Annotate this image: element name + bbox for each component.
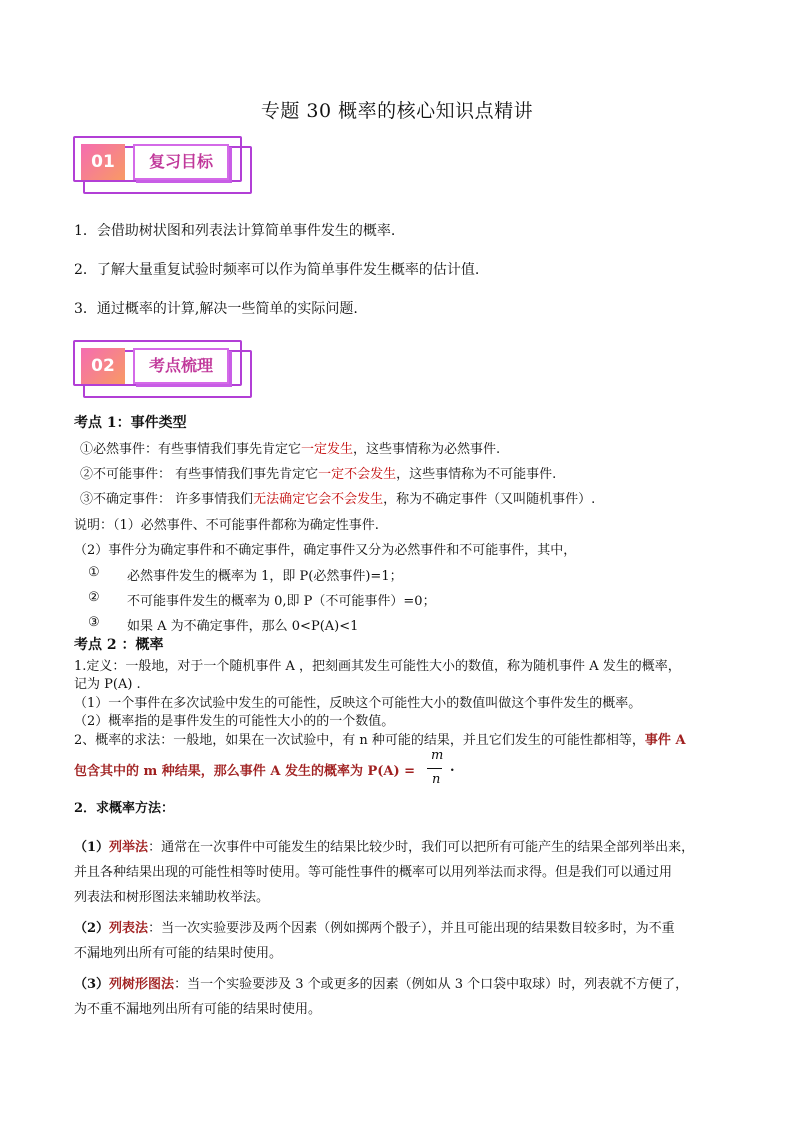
kd2-formula-line-1 [74,729,686,748]
goal-3: 3．通过概率的计算,解决一些简单的实际问题. [74,301,358,317]
method-3-line-2: 为不重不漏地列出所有可能的结果时使用。 [74,1002,322,1017]
kd1-item-2 [80,463,556,482]
formula-text: 2、概率的求法：一般地，如果在一次试验中，有 n 种可能的结果，并且它们发生的可能性都相等， [74,733,645,748]
section-number: 02 [81,348,125,384]
method-text: ：当一次实验要涉及两个因素（例如掷两个骰子），并且可能出现的结果数目较多时，为不重 [148,921,675,936]
method-number: （3） [74,977,110,992]
method-text: ：当一个实验要涉及 3 个或更多的因素（例如从 3 个口袋中取球）时，列表就不方便了， [174,977,689,992]
method-3-line-1 [74,973,688,992]
kd1-sub-1: 必然事件发生的概率为 1，即 P(必然事件)=1； [127,569,403,584]
method-text: ：通常在一次事件中可能发生的结果比较少时，我们可以把所有可能产生的结果全部列举出来， [148,840,695,855]
kd1-sub-3: 如果 A 为不确定事件，那么 0<P(A)<1 [127,619,359,634]
method-2-line-1 [74,917,675,936]
method-keyword: 列表法 [109,921,149,936]
fraction-bar [427,768,442,769]
formula-period: . [450,760,455,775]
section-label: 复习目标 [133,144,229,180]
kd2-heading: 考点 2 ：概率 [74,637,164,653]
kd2-point-1: （1）一个事件在多次试验中发生的可能性，反映这个可能性大小的数值叫做这个事件发生的概率。 [74,696,642,711]
method-1-line-2: 并且各种结果出现的可能性相等时使用。等可能性事件的概率可以用列举法而求得。但是我们可以通过用 [74,865,673,880]
section-label: 考点梳理 [133,348,229,384]
goal-2: 2．了解大量重复试验时频率可以作为简单事件发生概率的估计值. [74,262,480,278]
sub-number: ② [88,590,100,605]
kd2-point-2: （2）概率指的是事件发生的可能性大小的的一个数值。 [74,714,395,729]
kd1-item-3 [80,488,595,507]
fraction-numerator: m [431,748,444,763]
item-text: ①必然事件：有些事情我们事先肯定它 [80,442,302,457]
kd1-item-1 [80,438,500,457]
kd1-note-2: （2）事件分为确定事件和不确定事件，确定事件又分为必然事件和不可能事件，其中， [74,543,577,558]
kd1-sub-2: 不可能事件发生的概率为 0,即 P（不可能事件）=0； [127,594,436,609]
method-2-line-2: 不漏地列出所有可能的结果时使用。 [74,946,283,961]
section-badge-key-points [73,340,248,400]
item-text: ，这些事情称为必然事件. [353,442,501,457]
method-number: （2） [74,921,110,936]
highlight-text: 一定发生 [301,442,354,457]
item-text: ③不确定事件： 许多事情我们 [80,492,254,507]
highlight-text: 包含其中的 m 种结果，那么事件 A 发生的概率为 P(A) = [74,764,416,779]
method-number: （1） [74,840,110,855]
section-badge-review-goals [73,136,248,196]
kd2-def-2: 记为 P(A) . [74,677,141,692]
highlight-text: 事件 A [644,733,686,748]
method-1-line-3: 列表法和树形图法来辅助枚举法。 [74,890,270,905]
kd2-def-1: 1.定义：一般地，对于一个随机事件 A ，把刻画其发生可能性大小的数值，称为随机事件 A 发生的概率， [74,659,681,674]
method-keyword: 列举法 [109,840,149,855]
item-text: ，这些事情称为不可能事件. [396,467,557,482]
kd1-note-1: 说明：（1）必然事件、不可能事件都称为确定性事件. [74,518,379,533]
kd1-heading: 考点 1：事件类型 [74,415,187,431]
highlight-text: 一定不会发生 [318,467,397,482]
section-number: 01 [81,144,125,180]
method-keyword: 列树形图法 [109,977,175,992]
method-1-line-1 [74,836,694,855]
highlight-text: 无法确定它会不会发生 [253,492,384,507]
sub-number: ③ [88,615,100,630]
fraction-denominator: n [432,772,441,787]
item-text: ②不可能事件： 有些事情我们事先肯定它 [80,467,319,482]
page-title: 专题 30 概率的核心知识点精讲 [260,100,534,122]
item-text: ，称为不确定事件（又叫随机事件）. [383,492,596,507]
methods-heading: 2．求概率方法： [74,801,175,816]
kd2-formula-line-2 [74,760,415,779]
sub-number: ① [88,565,100,580]
goal-1: 1．会借助树状图和列表法计算简单事件发生的概率. [74,223,396,239]
